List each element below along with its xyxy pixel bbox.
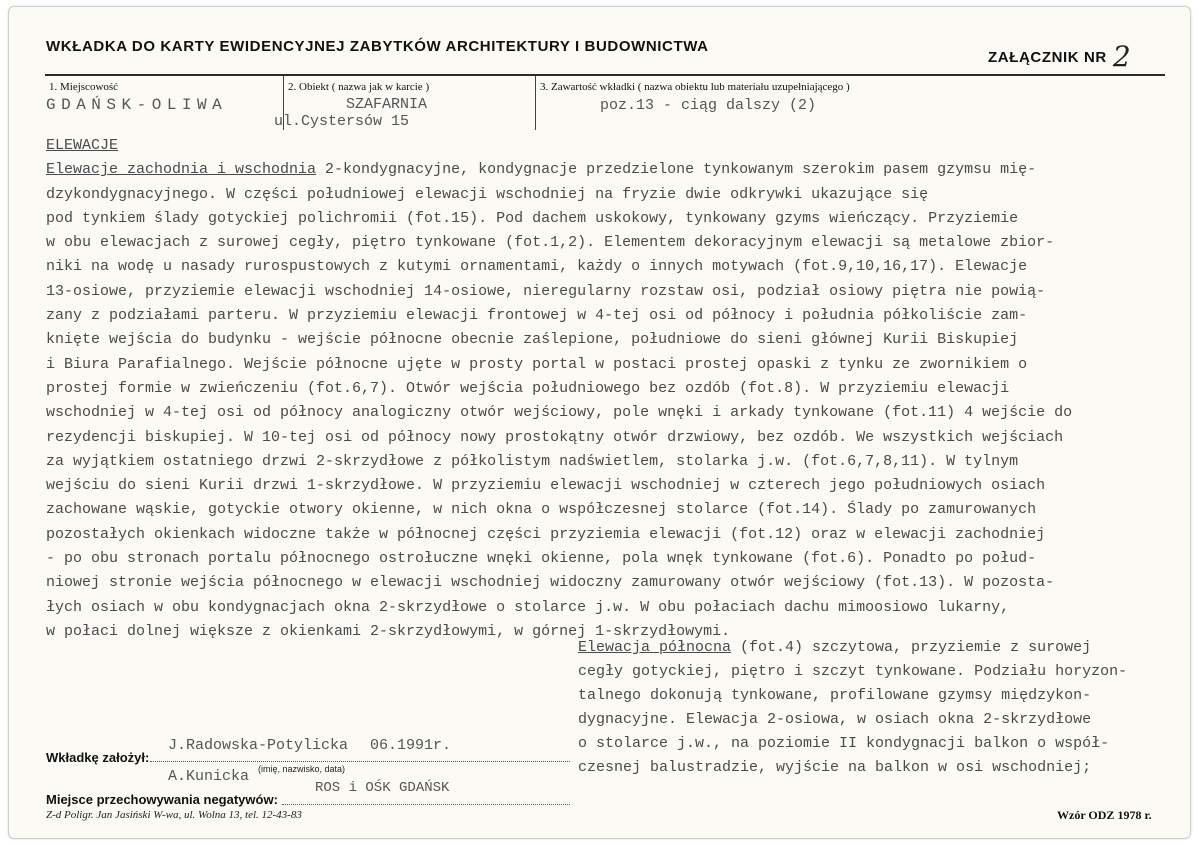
description-body [46, 134, 1196, 644]
negatives-location-value: ROS i OŚK GDAŃSK [315, 780, 450, 796]
body-line: rezydencji biskupiej. W 10-tej osi od północy nowy prostokątny otwór drzwiowy, bez ozdób. We wszystkich wejściach [46, 428, 1064, 446]
body-line-first-rest: 2-kondygnacyjne, kondygnacje przedzielone tynkowanym szerokim pasem gzymsu mię- [316, 161, 1037, 179]
annex-number: 2 [1112, 40, 1132, 73]
form-title: WKŁADKA DO KARTY EWIDENCYJNEJ ZABYTKÓW ARCHITEKTURY I BUDOWNICTWA [46, 38, 709, 55]
second-author-name: A.Kunicka [168, 768, 250, 785]
north-elevation-block [578, 636, 1178, 781]
printer-imprint: Z-d Poligr. Jan Jasiński W-wa, ul. Wolna 13, tel. 12-43-83 [46, 809, 302, 821]
body-line: pozostałych okienkach widoczne także w północnej części przyziemia elewacji (fot.12) oraz w elewacji zachodniej [46, 525, 1046, 543]
insert-author-date: 06.1991r. [370, 737, 452, 754]
section-title: ELEWACJE [46, 137, 119, 154]
body-line: niowej stronie wejścia północnego w elewacji wschodniej widoczny zamurowany otwór wejściowy (fot.13). W pozosta- [46, 574, 1055, 592]
annex-label-text: ZAŁĄCZNIK NR [988, 49, 1107, 66]
body-line: łych osiach w obu kondygnacjach okna 2-skrzydłowe o stolarce j.w. W obu połaciach dachu mimoosiowo lukarny, [46, 598, 1010, 616]
insert-author-name: J.Radowska-Potylicka [168, 737, 349, 754]
form-pattern: Wzór ODZ 1978 r. [1057, 808, 1152, 822]
body-line: niki na wodę u nasady rurospustowych z kutymi ornamentami, każdy o innych motywach (fot.9,10,16,17). Elewacje [46, 258, 1028, 276]
body-line: za wyjątkiem ostatniego drzwi 2-skrzydłowe z półkolistym nadświetlem, stolarka j.w. (fot.6,7,8,11). W tylnym [46, 452, 1019, 470]
field-object [274, 76, 535, 130]
body-line: w połaci dolnej większe z okienkami 2-skrzydłowymi, w górnej 1-skrzydłowymi. [46, 622, 731, 640]
insert-author-label: Wkładkę założył: [46, 750, 150, 765]
body-line: prostej formie w zwieńczeniu (fot.6,7). Otwór wejścia południowego bez ozdób (fot.8). W przyziemiu elewacji [46, 379, 1010, 397]
subheading-north: Elewacja północna [578, 639, 732, 656]
north-line: o stolarce j.w., na poziomie II kondygnacji balkon o współ- [578, 735, 1110, 753]
body-line: zany z podziałami parteru. W przyziemiu elewacji frontowej w 4-tej osi od północy i południa półkoliście zam- [46, 307, 1028, 325]
insert-author-dotted-line [150, 761, 570, 762]
subheading-west-east: Elewacje zachodnia i wschodnia [46, 161, 317, 179]
north-line-first-rest: (fot.4) szczytowa, przyziemie z surowej [731, 639, 1092, 656]
field-object-value-line1: SZAFARNIA [346, 96, 428, 113]
field-contents [535, 76, 1165, 130]
north-line-first [578, 636, 1178, 660]
north-line: dygnacyjne. Elewacja 2-osiowa, w osiach okna 2-skrzydłowe [578, 711, 1092, 729]
body-line: 13-osiowe, przyziemie elewacji wschodniej 14-osiowe, nieregularny rozstaw osi, podział osiowy piętra nie powią- [46, 282, 1046, 300]
header-fields-row [45, 74, 1165, 128]
field-locality-label: 1. Miejscowość [49, 81, 119, 93]
body-line-first [46, 158, 1196, 182]
field-locality-value: GDAŃSK-OLIWA [46, 96, 228, 114]
annex-label [988, 36, 1132, 73]
body-line: knięte wejścia do budynku - wejście północne obecnie zaślepione, południowe do sieni głównej Kurii Biskupiej [46, 331, 1019, 349]
body-line: pod tynkiem ślady gotyckiej polichromii (fot.15). Pod dachem uskokowy, tynkowany gzyms wieńczący. Przyziemie [46, 209, 1019, 227]
body-line: dzykondygnacyjnego. W części południowej elewacji wschodniej na fryzie dwie odkrywki ukazujące się [46, 185, 929, 203]
field-contents-value: poz.13 - ciąg dalszy (2) [600, 97, 817, 114]
north-line: czesnej balustradzie, wyjście na balkon w osi wschodniej; [578, 759, 1092, 777]
field-locality [45, 76, 283, 130]
insert-author-caption: (imię, nazwisko, data) [258, 764, 346, 774]
field-object-value-line2: ul.Cystersów 15 [274, 113, 410, 130]
body-line: wejściu do sieni Kurii drzwi 1-skrzydłowe. W przyziemiu elewacji wschodniej w czterech jego południowych osiach [46, 477, 1046, 495]
body-line: w obu elewacjach z surowej cegły, piętro tynkowane (fot.1,2). Elementem dekoracyjnym elewacji są metalowe zbior- [46, 234, 1055, 252]
body-line: i Biura Parafialnego. Wejście północne ujęte w prosty portal w postaci prostej opaski z tynku ze zwornikiem o [46, 355, 1028, 373]
north-line: cegły gotyckiej, piętro i szczyt tynkowane. Podziału horyzon- [578, 663, 1128, 681]
body-line: wschodniej w 4-tej osi od północy analogiczny otwór wejściowy, pole wnęki i arkady tynkowane (fot.11) 4 wejście do [46, 404, 1073, 422]
field-object-label: 2. Obiekt ( nazwa jak w karcie ) [288, 81, 430, 93]
body-line: zachowane wąskie, gotyckie otwory okienne, w nich okna o współczesnej stolarce (fot.14). Ślady po zamurowanych [46, 501, 1037, 519]
body-line: - po obu stronach portalu północnego ostrołuczne wnęki okienne, pola wnęk tynkowane (fot.6). Ponadto po połud- [46, 550, 1037, 568]
negatives-dotted-line [282, 804, 570, 805]
north-line: talnego dokonują tynkowane, profilowane gzymsy międzykon- [578, 687, 1092, 705]
negatives-location-label: Miejsce przechowywania negatywów: [46, 792, 278, 807]
field-contents-label: 3. Zawartość wkładki ( nazwa obiektu lub materiału uzupełniającego ) [540, 81, 850, 93]
